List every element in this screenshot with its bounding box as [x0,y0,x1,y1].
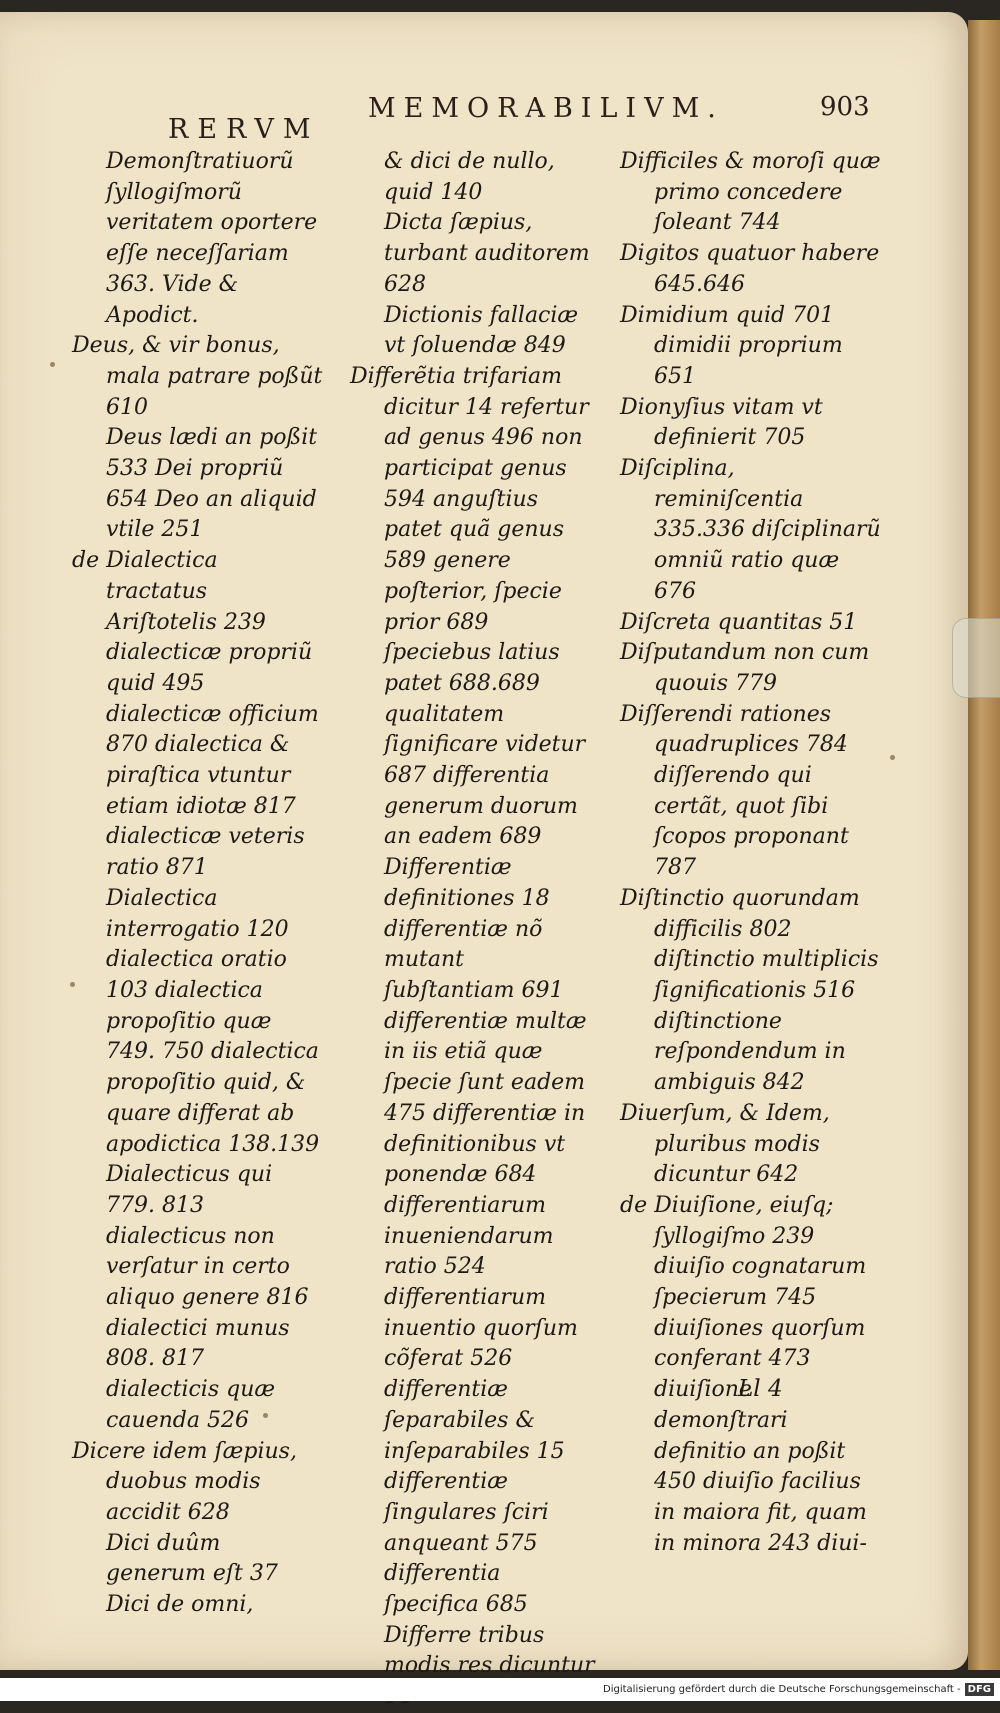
index-entry: Diſſerendi rationes quadruplices 784 diſſerendo qui certãt, quot ſibi ſcopos proponant 787 [620,701,849,881]
running-header [0,90,968,145]
index-entry: Digitos quatuor habere 645.646 [620,241,880,297]
index-entry: Dici duûm generum eſt 37 Dici de omni, [106,1530,278,1618]
paper-speck [70,982,75,987]
index-column-1 [72,147,324,1621]
index-entry: de Diuiſione, eiuſq; ſyllogiſmo 239 diuiſio cognatarum ſpecierum 745 diuiſiones quorſum conferant 473 diuiſione demonſtrari definitio an poßit 450 diuiſio facilius in maiora fit, quam in minora 243 diui- [620,1192,867,1556]
index-entry: Diſputandum non cum quouis 779 [620,640,870,696]
header-left: RERVM [168,114,320,145]
book-spine [968,20,1000,1670]
index-entry: Diſciplina, reminiſcentia 335.336 diſciplinarũ omniũ ratio quæ 676 [620,456,881,604]
paper-speck [263,1413,268,1418]
index-entry: Difficiles & moroſi quæ primo concedere ſoleant 744 [620,149,881,236]
dfg-logo: DFG [965,1683,994,1696]
credit-text: Digitalisierung gefördert durch die Deutsche Forschungsgemeinschaft - [603,1684,961,1695]
header-title: MEMORABILIVM. [368,93,724,124]
index-entry: Differentiæ definitiones 18 differentiæ nõ mutant ſubſtantiam 691 differentiæ multæ in iis etiã quæ ſpecie ſunt eadem 475 differentiæ in definitionibus vt ponendæ 684 differentiarum inueniendarum ratio 524 differentiarum inuentio quorſum cõferat 526 differentiæ ſeparabiles & inſeparabiles 15 differentiæ ſingulares ſciri anqueant 575 differentia ſpecifica 685 [384,855,587,1618]
index-entry: & dici de nullo, quid 140 [384,149,555,205]
page-clip [952,618,1000,698]
index-entry: Deus lædi an poßit 533 Dei propriũ 654 Deo an aliquid vtile 251 [106,425,318,543]
index-entry: Diſtinctio quorundam difficilis 802 diſtinctio multiplicis ſignificationis 516 diſtinctione reſpondendum in ambiguis 842 [620,885,879,1096]
index-entry: de Dialectica tractatus Ariſtotelis 239 dialecticæ propriũ quid 495 dialecticæ officium 870 dialectica & piraſtica vtuntur etiam idiotæ 817 dialecticæ veteris ratio 871 [72,548,319,881]
index-entry: Differre tribus modis res dicuntur [384,1622,595,1679]
index-entry: Dimidium quid 701 dimidii proprium 651 [620,302,843,389]
index-entry: Deus, & vir bonus, mala patrare poßũt 610 [72,333,323,420]
paper-speck [50,362,55,367]
index-entry: Differẽtia trifariam dicitur 14 refertur ad genus 496 non participat genus 594 anguſtius patet quã genus 589 genere poſterior, ſpecie prior 689 ſpeciebus latius patet 688.689 qualitatem ſignificare videtur 687 differentia generum duorum an eadem 689 [350,363,589,850]
book-page [0,12,968,1679]
index-entry: Dicere idem ſæpius, duobus modis accidit 628 [72,1438,297,1525]
index-entry: Diuerſum, & Idem, pluribus modis dicuntur 642 [620,1100,830,1188]
digitization-credit [0,1678,1000,1701]
index-entry: Dicta ſæpius, turbant auditorem 628 [384,210,590,297]
index-column-2 [350,147,600,1713]
index-entry: Dictionis fallaciæ vt ſoluendæ 849 [384,302,579,359]
paper-speck [890,755,895,760]
index-entry: Dionyſius vitam vt definierit 705 [620,394,823,451]
index-entry: Diſcreta quantitas 51 [620,609,858,635]
index-entry: Dialecticus qui 779. 813 dialecticus non verſatur in certo aliquo genere 816 dialectici munus 808. 817 dialecticis quæ cauenda 526 [106,1162,309,1433]
index-entry: Dialectica interrogatio 120 dialectica oratio 103 dialectica propoſitio quæ 749. 750 dialectica propoſitio quid, & quare differat ab apodictica 138.139 [106,885,320,1157]
page-number: 903 [820,92,870,122]
signature-mark: Ll 4 [738,1376,783,1402]
index-entry: Demonſtratiuorũ ſyllogiſmorũ veritatem oportere eſſe neceſſariam 363. Vide & Apodict. [106,149,318,328]
index-column-3 [620,147,882,1559]
